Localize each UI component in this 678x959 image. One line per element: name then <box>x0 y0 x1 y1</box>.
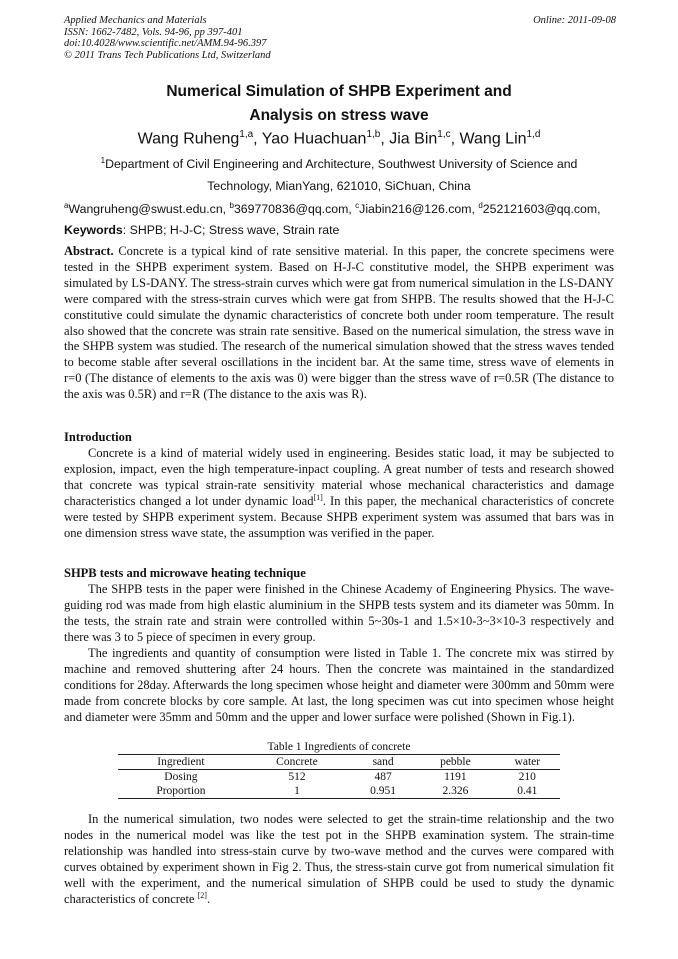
email-link[interactable]: 252121603@qq.com, <box>482 202 601 217</box>
author-sup: 1,c <box>437 129 451 140</box>
citation-ref[interactable]: [1] <box>313 492 323 502</box>
keywords-label: Keywords <box>64 223 123 237</box>
paper-title-line-2: Analysis on stress wave <box>249 107 429 124</box>
affiliation-line-2: Technology, MianYang, 621010, SiChuan, China <box>207 179 471 193</box>
table-cell: 1191 <box>444 771 467 783</box>
author-sup: 1,d <box>526 129 541 140</box>
email-link[interactable]: Wangruheng@swust.edu.cn, <box>68 202 227 217</box>
abstract-label: Abstract. <box>64 244 114 258</box>
table-header-cell: pebble <box>440 756 471 768</box>
table-cell: Proportion <box>156 785 206 797</box>
email-link[interactable]: 369770836@qq.com, <box>233 202 352 217</box>
keywords-text: : SHPB; H-J-C; Stress wave, Strain rate <box>122 223 340 237</box>
abstract-text: Concrete is a typical kind of rate sensitive material. In this paper, the concrete specimens were tested in the SHPB experiment system. Based on H-J-C constitutive model, the SHPB experiment was simulated by LS-DANY. The stress-strain curves which were gat from numerical simulation in the LS-DANY were compared with the stress-strain curves which were gat from SHPB. The results showed that the H-J-C constitutive could simulate the dynamic characteristics of concrete both under room temperature. The result also showed that the concrete was strain rate sensitive. Based on the numerical simulation, the stress wave in the SHPB system was studied. The research of the numerical simulation showed that the stress waves tended to become stable after several oscillations in the incident bar. At the same time, stress wave of elements in r=0 (The distance of elements to the axis was 0) were bigger than the stress wave of r=0.5R (The distance to the axis was 0.5R) and r=R (The distance to the axis was R). <box>64 244 614 402</box>
table-header-cell: Ingredient <box>157 756 205 768</box>
journal-name: Applied Mechanics and Materials <box>64 15 207 26</box>
citation-ref[interactable]: [2] <box>197 890 207 900</box>
introduction-heading: Introduction <box>64 430 132 444</box>
author-name: Yao Huachuan <box>261 130 367 148</box>
closing-paragraph: In the numerical simulation, two nodes were selected to get the strain-time relationship and the two nodes in the numerical model was like the test pot in the SHPB examination system. The strain-time relationship was handled into stress-stain curve by two-wave method and the curves were compared with curves obtained by experiment shown in Fig 2. Thus, the stress-stain curve got from numerical simulation fit well with the experiment, and the numerical simulation of SHPB could be used to study the dynamic characteristics of concrete [2]. <box>64 812 614 906</box>
online-date: Online: 2011-09-08 <box>533 15 616 26</box>
paper-title-line-1: Numerical Simulation of SHPB Experiment and <box>166 83 512 100</box>
table-header-cell: sand <box>372 756 394 768</box>
affiliation-sup: 1 <box>100 156 106 165</box>
table-cell: 487 <box>374 771 392 783</box>
section-paragraph-1: The SHPB tests in the paper were finished in the Chinese Academy of Engineering Physics. The wave-guiding rod was made from high elastic aluminium in the SHPB tests system and its diameter was 50mm. In the tests, the strain rate and strain were controlled within 5~30s-1 and 1.5×10-3~3×10-3 respectively and there was 3 to 5 piece of specimen in every group. <box>64 582 614 644</box>
table-header-cell: water <box>514 756 541 768</box>
ingredients-table <box>118 754 560 799</box>
author-list: Wang Ruheng$^{1,a}$, Yao Huachuan$^{1,b}$, Jia Bin$^{1,c}$, Wang Lin$^{1,d}$ <box>137 129 541 148</box>
keywords <box>64 223 339 237</box>
table-row <box>118 770 560 785</box>
table-cell: 0.951 <box>370 785 397 797</box>
email-link[interactable]: Jiabin216@126.com, <box>359 202 475 217</box>
copyright-line: © 2011 Trans Tech Publications Ltd, Switzerland <box>64 49 271 61</box>
email-list: $^a$Wangruheng@swust.edu.cn, $^b$369770836@qq.com, $^c$Jiabin216@126.com, $^d$252121603@qq.com, <box>64 201 601 217</box>
abstract <box>64 244 614 403</box>
table-cell: 210 <box>518 771 536 783</box>
table-header-row <box>118 755 560 770</box>
table-cell: 2.326 <box>442 785 469 797</box>
author-name: Jia Bin <box>389 130 438 148</box>
author-name: Wang Ruheng <box>137 130 240 148</box>
table-caption: Table 1 Ingredients of concrete <box>267 741 411 753</box>
table-header-cell: Concrete <box>276 756 318 768</box>
table-cell: Dosing <box>164 771 198 783</box>
author-name: Wang Lin <box>459 130 527 148</box>
table-cell: 1 <box>294 785 300 797</box>
introduction-paragraph: Concrete is a kind of material widely used in engineering. Besides static load, it may be subjected to explosion, impact, even the high temperature-inpact coupling. A great number of tests and research showed that concrete was typical strain-rate sensitivity material whose mechanical characteristics and damage characteristics changed a lot under dynamic load[1]. In this paper, the mechanical characteristics of concrete were tested by SHPB experiment system. Because SHPB experiment system was assumed that bars was in one dimension stress wave state, the assumption was verified in the paper. <box>64 446 615 540</box>
table-row <box>118 784 560 799</box>
issn-line: ISSN: 1662-7482, Vols. 94-96, pp 397-401 <box>64 26 243 38</box>
affiliation-line-1: $^1$Department of Civil Engineering and Architecture, Southwest University of Science and <box>100 156 578 172</box>
doi-line: doi:10.4028/www.scientific.net/AMM.94-96.397 <box>64 38 267 49</box>
section-paragraph-2: The ingredients and quantity of consumption were listed in Table 1. The concrete mix was stirred by machine and removed shuttering after 24 hours. Then the concrete was maintained in the standardized conditions for 28day. Afterwards the long specimen whose height and diameter were 300mm and 50mm were made from concrete blocks by core sample. At last, the long specimen was cut into specimen whose height and diameter were 35mm and 50mm and the upper and lower surface were polished (Shown in Fig.1). <box>64 646 614 724</box>
table-cell: 512 <box>288 771 306 783</box>
author-sup: 1,b <box>366 129 381 140</box>
table-cell: 0.41 <box>517 785 538 797</box>
journal-header <box>64 15 271 61</box>
section-heading: SHPB tests and microwave heating technique <box>64 566 306 580</box>
author-sup: 1,a <box>239 129 254 140</box>
